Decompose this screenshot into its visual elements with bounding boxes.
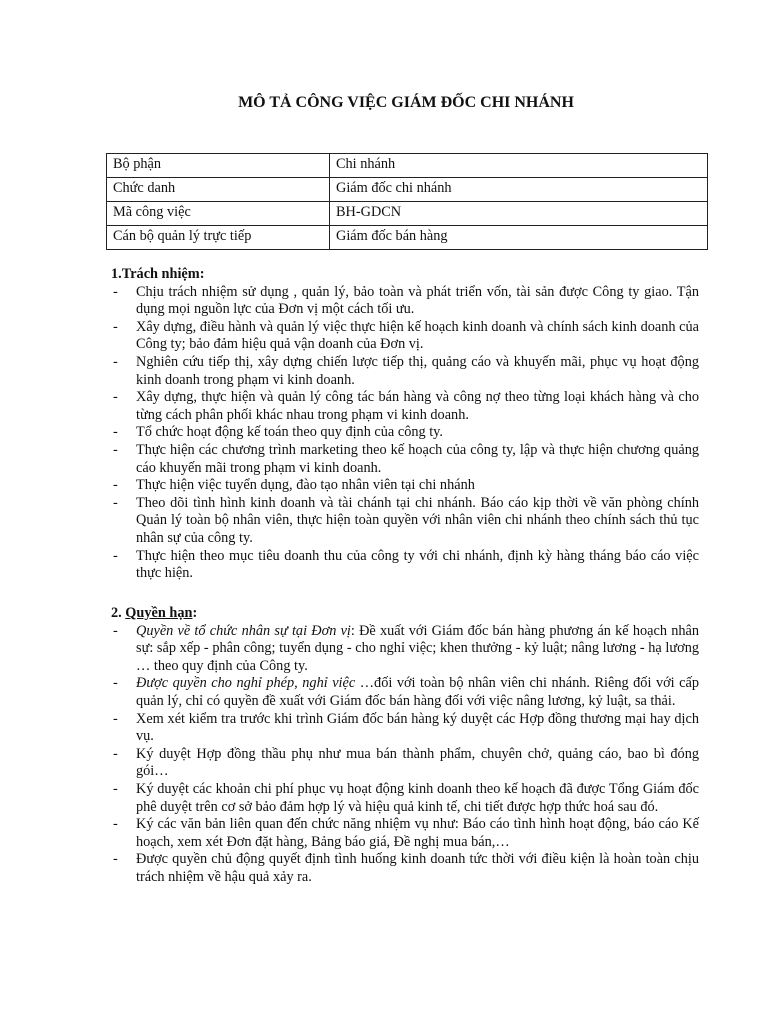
list-bullet: - — [113, 424, 118, 441]
list-bullet: - — [113, 780, 118, 797]
list-item — [111, 284, 699, 319]
list-bullet: - — [113, 547, 118, 564]
list-item-text: Xây dựng, thực hiện và quản lý công tác bán hàng và công nợ theo từng loại khách hàng và cho từng cách phân phối khác nhau trong phạm vi kinh doanh. — [136, 389, 699, 423]
table-cell-label: Cán bộ quản lý trực tiếp — [107, 226, 330, 250]
list-item — [111, 711, 699, 746]
list-item — [111, 548, 699, 583]
table-cell-value: Giám đốc chi nhánh — [330, 178, 708, 202]
list-item-text: Tổ chức hoạt động kế toán theo quy định của công ty. — [136, 424, 443, 441]
list-item — [111, 675, 699, 710]
table-cell-value: Chi nhánh — [330, 154, 708, 178]
list-bullet: - — [113, 851, 118, 868]
list-bullet: - — [113, 494, 118, 511]
list-bullet: - — [113, 710, 118, 727]
list-item — [111, 354, 699, 389]
list-item — [111, 442, 699, 477]
list-item-text: : Đề xuất với Giám đốc bán hàng phương án kế hoạch nhân sự: sắp xếp - phân công; tuyển dụng - cho nghỉ việc; khen thưởng - kỷ luật; nâng lương - hạ lương … theo quy định của Công ty. — [136, 622, 699, 674]
list-bullet: - — [113, 283, 118, 300]
table-row — [107, 178, 708, 202]
list-item-text: Xây dựng, điều hành và quản lý việc thực hiện kế hoạch kinh doanh và chính sách kinh doanh của Công ty; bảo đảm hiệu quả vận doanh của Đơn vị. — [136, 318, 699, 353]
list-item — [111, 319, 699, 354]
list-item-text: Được quyền chủ động quyết định tình huống kinh doanh tức thời với điều kiện là hoàn toàn chịu trách nhiệm về hậu quả xảy ra. — [136, 851, 699, 885]
document-title: MÔ TẢ CÔNG VIỆC GIÁM ĐỐC CHI NHÁNH — [238, 94, 574, 111]
section-colon: : — [192, 605, 198, 621]
list-bullet: - — [113, 745, 118, 762]
list-item — [111, 495, 699, 548]
list-item-text: …đối với toàn bộ nhân viên chi nhánh. Riêng đối với cấp quản lý, chỉ có quyền đề xuất với Giám đốc bán hàng đối với việc nâng lương, kỷ luật, sa thải. — [136, 675, 699, 709]
list-item — [111, 781, 699, 816]
list-item-italic: Được quyền cho nghỉ phép, nghỉ việc — [136, 675, 356, 692]
list-item — [111, 424, 699, 442]
responsibilities-section — [111, 266, 699, 583]
list-item-text: Theo dõi tình hình kinh doanh và tài chánh tại chi nhánh. Báo cáo kịp thời về văn phòng chính Quản lý toàn bộ nhân viên, thực hiện toàn quyền với nhân viên chi nhánh theo chính sách thủ tục nhân sự của công ty. — [136, 494, 699, 546]
list-bullet: - — [113, 441, 118, 458]
list-bullet: - — [113, 622, 118, 639]
section-number: 2. — [111, 605, 126, 621]
table-cell-label: Bộ phận — [107, 154, 330, 178]
list-bullet: - — [113, 318, 118, 335]
list-item — [111, 477, 699, 495]
authority-section — [111, 605, 699, 887]
list-bullet: - — [113, 477, 118, 494]
table-cell-value: Giám đốc bán hàng — [330, 226, 708, 250]
table-row — [107, 202, 708, 226]
list-item-text: Ký duyệt các khoản chi phí phục vụ hoạt động kinh doanh theo kế hoạch đã được Tổng Giám đốc phê duyệt trên cơ sở bảo đảm hợp lý và hiệu quả kinh tế, chi tiết được hợp thức hoá sau đó. — [136, 780, 699, 815]
table-cell-value: BH-GDCN — [330, 202, 708, 226]
list-item — [111, 851, 699, 886]
list-bullet: - — [113, 389, 118, 406]
list-bullet: - — [113, 675, 118, 692]
table-cell-label: Mã công việc — [107, 202, 330, 226]
list-item-text: Thực hiện việc tuyển dụng, đào tạo nhân viên tại chi nhánh — [136, 477, 475, 494]
list-item — [111, 623, 699, 676]
list-bullet: - — [113, 816, 118, 833]
list-item-text: Xem xét kiểm tra trước khi trình Giám đốc bán hàng ký duyệt các Hợp đồng thương mại hay dịch vụ. — [136, 710, 699, 745]
list-item-text: Nghiên cứu tiếp thị, xây dựng chiến lược tiếp thị, quảng cáo và khuyến mãi, phục vụ hoạt động kinh doanh trong phạm vi kinh doanh. — [136, 353, 699, 388]
list-item-text: Ký các văn bản liên quan đến chức năng nhiệm vụ như: Báo cáo tình hình hoạt động, báo cáo Kế hoạch, xem xét Đơn đặt hàng, Bảng báo giá, Đề nghị mua bán,… — [136, 816, 699, 850]
table-row — [107, 226, 708, 250]
authority-list — [111, 623, 699, 887]
table-row — [107, 154, 708, 178]
list-item-text: Ký duyệt Hợp đồng thầu phụ như mua bán thành phẩm, chuyên chở, quảng cáo, bao bì đóng gói… — [136, 745, 699, 780]
job-info-table — [106, 153, 708, 250]
list-item-text: Thực hiện các chương trình marketing theo kế hoạch của công ty, lập và thực hiện chương quảng cáo khuyến mãi trong phạm vi kinh doanh. — [136, 441, 699, 476]
section-title: Quyền hạn — [125, 605, 193, 621]
list-item — [111, 816, 699, 851]
list-item-italic: Quyền về tổ chức nhân sự tại Đơn vị — [136, 622, 351, 639]
list-item — [111, 746, 699, 781]
list-item-text: Thực hiện theo mục tiêu doanh thu của công ty với chi nhánh, định kỳ hàng tháng báo cáo việc thực hiện. — [136, 547, 699, 582]
list-item — [111, 389, 699, 424]
list-bullet: - — [113, 353, 118, 370]
table-cell-label: Chức danh — [107, 178, 330, 202]
section-heading — [111, 605, 699, 623]
section-heading: 1.Trách nhiệm: — [111, 266, 205, 282]
responsibilities-list — [111, 284, 699, 583]
list-item-text: Chịu trách nhiệm sử dụng , quản lý, bảo toàn và phát triển vốn, tài sản được Công ty giao. Tận dụng mọi nguồn lực của Đơn vị một cách tối ưu. — [136, 283, 699, 318]
